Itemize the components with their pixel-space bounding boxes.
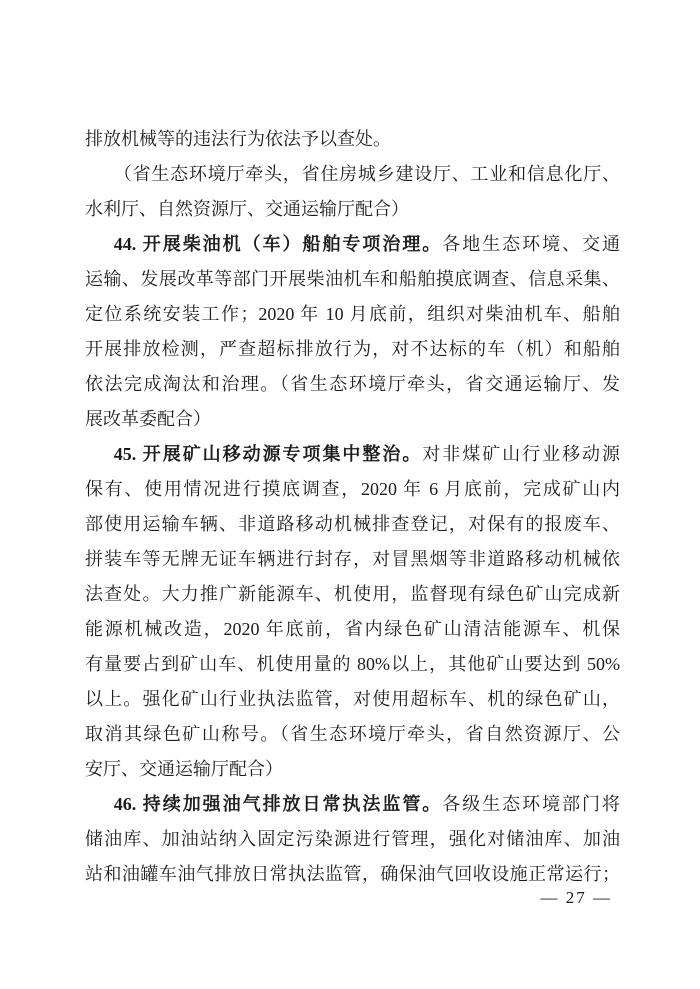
line-text: 开展排放检测，严查超标排放行为，对不达标的车（机）和船舶 <box>85 339 620 359</box>
line-text: 以上。强化矿山行业执法监管，对使用超标车、机的绿色矿山， <box>85 689 620 709</box>
text-line <box>85 402 620 437</box>
line-text: 依法完成淘汰和治理。（省生态环境厅牵头，省交通运输厅、发 <box>85 374 620 394</box>
text-line <box>85 752 620 787</box>
item-45-title: 45. 开展矿山移动源专项集中整治。 <box>113 444 423 464</box>
line-text: 法查处。大力推广新能源车、机使用，监督现有绿色矿山完成新 <box>85 584 620 604</box>
text-line <box>85 262 620 297</box>
line-text: 安厅、交通运输厅配合） <box>85 759 283 779</box>
text-line-responsible-depts <box>85 157 620 192</box>
line-text: 部使用运输车辆、非道路移动机械排查登记，对保有的报废车、 <box>85 514 620 534</box>
document-body <box>85 122 620 892</box>
item-44-title: 44. 开展柴油机（车）船舶专项治理。 <box>113 234 443 254</box>
text-line <box>85 297 620 332</box>
paragraph-heading-item-44 <box>85 227 620 262</box>
text-line <box>85 542 620 577</box>
line-text: 拼装车等无牌无证车辆进行封存，对冒黑烟等非道路移动机械依 <box>85 549 620 569</box>
item-46-title: 46. 持续加强油气排放日常执法监管。 <box>113 794 443 814</box>
text-line <box>85 577 620 612</box>
line-text: 各级生态环境部门将 <box>442 794 620 814</box>
line-text: 水利厅、自然资源厅、交通运输厅配合） <box>85 199 409 219</box>
line-text: 有量要占到矿山车、机使用量的 80%以上，其他矿山要达到 50% <box>85 654 620 674</box>
text-line <box>85 717 620 752</box>
text-line <box>85 332 620 367</box>
text-line <box>85 647 620 682</box>
text-line <box>85 682 620 717</box>
page-number-footer: — 27 — <box>540 888 612 907</box>
line-text: 能源机械改造，2020 年底前，省内绿色矿山清洁能源车、机保 <box>85 619 620 639</box>
text-line <box>85 822 620 857</box>
paragraph-heading-item-45 <box>85 437 620 472</box>
line-text: 定位系统安装工作；2020 年 10 月底前，组织对柴油机车、船舶 <box>85 304 620 324</box>
line-text: 储油库、加油站纳入固定污染源进行管理，强化对储油库、加油 <box>85 829 620 849</box>
line-text: 对非煤矿山行业移动源 <box>422 444 620 464</box>
paragraph-heading-item-46 <box>85 787 620 822</box>
line-text: （省生态环境厅牵头，省住房城乡建设厅、工业和信息化厅、 <box>113 164 620 184</box>
text-line <box>85 507 620 542</box>
line-text: 排放机械等的违法行为依法予以查处。 <box>85 129 391 149</box>
line-text: 取消其绿色矿山称号。（省生态环境厅牵头，省自然资源厅、公 <box>85 724 620 744</box>
text-line <box>85 472 620 507</box>
line-text: 各地生态环境、交通 <box>442 234 620 254</box>
line-text: 运输、发展改革等部门开展柴油机车和船舶摸底调查、信息采集、 <box>85 269 620 289</box>
text-line <box>85 192 620 227</box>
text-line <box>85 367 620 402</box>
line-text: 展改革委配合） <box>85 409 211 429</box>
line-text: 站和油罐车油气排放日常执法监管，确保油气回收设施正常运行； <box>85 864 620 884</box>
text-line <box>85 122 620 157</box>
text-line <box>85 612 620 647</box>
line-text: 保有、使用情况进行摸底调查，2020 年 6 月底前，完成矿山内 <box>85 479 620 499</box>
